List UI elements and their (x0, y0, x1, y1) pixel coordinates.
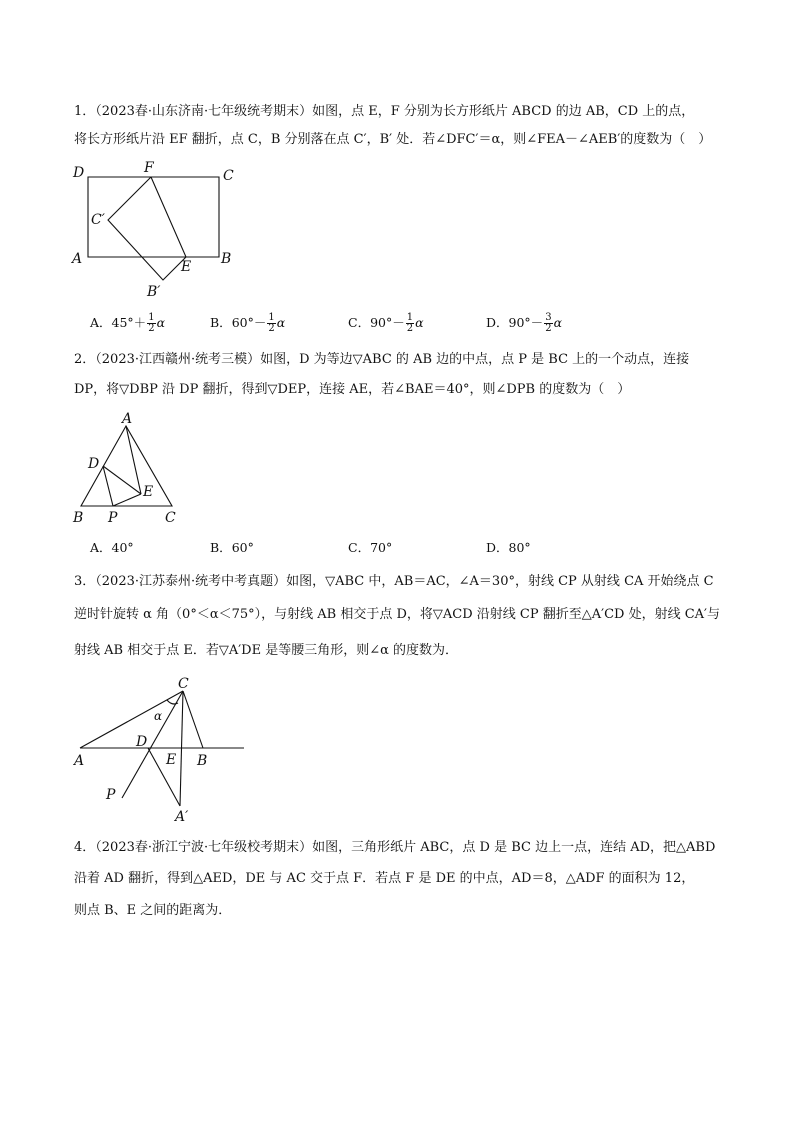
question-2-line-1: 2．（2023·江西赣州·统考三模）如图，D 为等边▽ABC 的 AB 边的中点，点 P 是 BC 上的一个动点，连接 (74, 352, 690, 367)
question-1-line-2: 将长方形纸片沿 EF 翻折，点 C，B 分别落在点 C′，B′ 处．若∠DFC′＝α，则∠FEA－∠AEB′的度数为（ ） (74, 132, 712, 147)
label-D: D (88, 456, 100, 472)
fraction: $\frac{3}{2}$ (545, 312, 552, 334)
fraction: $\frac{1}{2}$ (268, 312, 275, 334)
label-E: E (143, 484, 154, 500)
label-P: P (106, 787, 116, 803)
label-D: D (136, 734, 148, 750)
question-4-line-3: 则点 B、E 之间的距离为． (74, 903, 232, 918)
folded-quadrilateral (108, 177, 186, 280)
segment-cb (183, 691, 203, 748)
question-1-option-c: C．90°－ $\frac{1}{2}$ α (348, 312, 424, 334)
question-3-line-3: 射线 AB 相交于点 E．若▽A′DE 是等腰三角形，则∠α 的度数为． (74, 643, 459, 658)
label-A: A (72, 251, 83, 267)
label-A-prime: A′ (175, 809, 189, 825)
segment-ac (80, 691, 183, 748)
label-alpha: α (154, 709, 163, 723)
option-value: 45°＋ (111, 315, 147, 330)
label-F: F (144, 160, 154, 176)
option-letter: C． (348, 315, 371, 330)
question-1-option-b: B．60°－ $\frac{1}{2}$ α (210, 312, 286, 334)
label-C: C (178, 676, 189, 692)
option-value: 90°－ (370, 315, 405, 330)
label-B: B (73, 510, 84, 526)
label-E: E (166, 752, 177, 768)
question-1-figure (66, 158, 246, 300)
question-1-line-1: 1．（2023春·山东济南·七年级统考期末）如图，点 E，F 分别为长方形纸片 ABCD 的边 AB，CD 上的点， (74, 104, 695, 119)
label-D: D (73, 165, 85, 181)
question-4-line-2: 沿着 AD 翻折，得到△AED，DE 与 AC 交于点 F．若点 F 是 DE 的中点，AD＝8，△ADF 的面积为 12， (74, 871, 695, 886)
question-2-figure (66, 412, 192, 528)
label-A: A (74, 753, 85, 769)
question-3-line-1: 3．（2023·江苏泰州·统考中考真题）如图，▽ABC 中，AB＝AC，∠A＝30°，射线 CP 从射线 CA 开始绕点 C (74, 574, 714, 589)
label-P: P (108, 510, 118, 526)
question-1-option-d: D．90°－ $\frac{3}{2}$ α (486, 312, 563, 334)
question-4-line-1: 4．（2023春·浙江宁波·七年级校考期末）如图，三角形纸片 ABC，点 D 是 BC 边上一点，连结 AD，把△ABD (74, 840, 716, 855)
question-2-option-c: C．70° (348, 540, 393, 555)
question-2-option-a: A．40° (90, 540, 134, 555)
option-letter: A． (90, 315, 112, 330)
label-C: C (165, 510, 176, 526)
option-letter: D． (486, 315, 509, 330)
label-C: C (223, 168, 234, 184)
option-value: 90°－ (508, 315, 544, 330)
option-value: 60°－ (231, 315, 267, 330)
question-2-option-b: B．60° (210, 540, 254, 555)
fraction: $\frac{1}{2}$ (148, 312, 155, 334)
ray-cp (122, 691, 183, 798)
label-B: B (197, 753, 208, 769)
label-E: E (181, 259, 192, 275)
question-3-figure (66, 673, 248, 825)
question-2-line-2: DP，将▽DBP 沿 DP 翻折，得到▽DEP，连接 AE，若∠BAE＝40°，则∠DPB 的度数为（ ） (74, 382, 631, 397)
fraction: $\frac{1}{2}$ (406, 312, 414, 334)
label-C-prime: C′ (91, 212, 105, 228)
rectangle-abcd (88, 177, 219, 257)
question-3-line-2: 逆时针旋转 α 角（0°＜α＜75°），与射线 AB 相交于点 D，将▽ACD 沿射线 CP 翻折至△A′CD 处，射线 CA′与 (74, 607, 721, 622)
question-1-option-a: A．45°＋ $\frac{1}{2}$ α (90, 312, 166, 334)
label-B: B (221, 251, 232, 267)
label-A: A (122, 412, 133, 427)
option-letter: B． (210, 315, 232, 330)
question-2-option-d: D．80° (486, 540, 531, 555)
label-B-prime: B′ (147, 284, 161, 300)
segment-ae (126, 426, 141, 494)
segment-pe (113, 494, 141, 506)
